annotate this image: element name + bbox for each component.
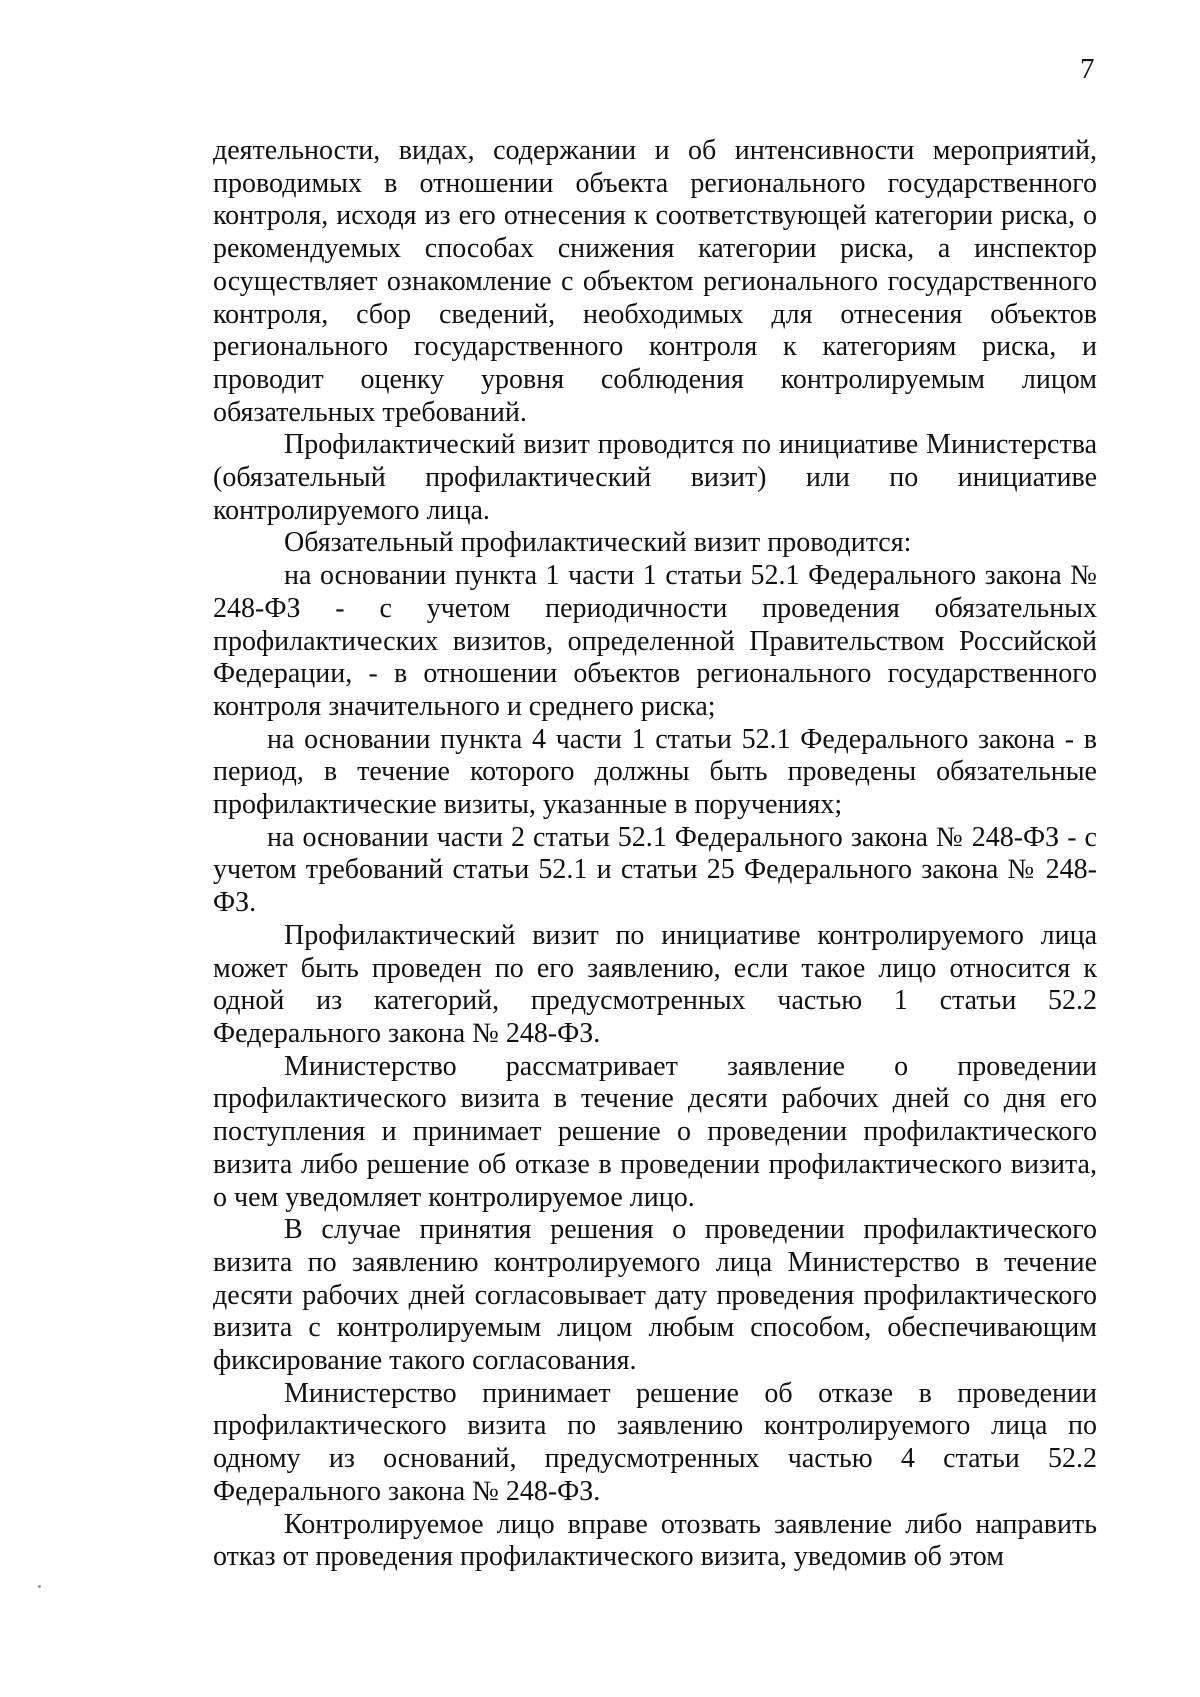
paragraph-visit-by-request: Профилактический визит по инициативе контролируемого лица может быть проведен по его заявлению, если такое лицо относится к одной из категорий, предусмотренных частью 1 статьи 52.2 Федерального закона № 248-ФЗ.: [213, 919, 1097, 1049]
document-body: [213, 135, 1097, 1574]
paragraph-basis-point-4: на основании пункта 4 части 1 статьи 52.1 Федерального закона - в период, в течение которого должны быть проведены обязательные профилактические визиты, указанные в поручениях;: [213, 723, 1097, 821]
paragraph-basis-part-2: на основании части 2 статьи 52.1 Федерального закона № 248-ФЗ - с учетом требований статьи 52.1 и статьи 25 Федерального закона № 248-ФЗ.: [213, 821, 1097, 919]
paragraph-visit-initiative: Профилактический визит проводится по инициативе Министерства (обязательный профилактический визит) или по инициативе контролируемого лица.: [213, 429, 1097, 526]
paragraph-mandatory-visit-intro: Обязательный профилактический визит проводится:: [284, 527, 912, 559]
paragraph-refusal-decision: Министерство принимает решение об отказе в проведении профилактического визита по заявлению контролируемого лица по одному из оснований, предусмотренных частью 4 статьи 52.2 Федерального закона № 248-ФЗ.: [213, 1377, 1097, 1507]
page-number: 7: [1080, 53, 1095, 85]
paragraph-continuation: деятельности, видах, содержании и об интенсивности мероприятий, проводимых в отношении объекта регионального государственного контроля, исходя из его отнесения к соответствующей категории риска, о рекомендуемых способах снижения категории риска, а инспектор осуществляет ознакомление с объектом регионального государственного контроля, сбор сведений, необходимых для отнесения объектов регионального государственного контроля к категориям риска, и проводит оценку уровня соблюдения контролируемым лицом обязательных требований.: [213, 135, 1097, 428]
paragraph-basis-point-1: на основании пункта 1 части 1 статьи 52.1 Федерального закона № 248-ФЗ - с учетом периодичности проведения обязательных профилактических визитов, определенной Правительством Российской Федерации, - в отношении объектов регионального государственного контроля значительного и среднего риска;: [213, 560, 1097, 722]
scan-dot: [38, 1585, 41, 1588]
paragraph-withdrawal: Контролируемое лицо вправе отозвать заявление либо направить отказ от проведения профилактического визита, уведомив об этом: [213, 1508, 1097, 1573]
paragraph-ministry-review: Министерство рассматривает заявление о проведении профилактического визита в течение десяти рабочих дней со дня его поступления и принимает решение о проведении профилактического визита либо решение об отказе в проведении профилактического визита, о чем уведомляет контролируемое лицо.: [213, 1050, 1097, 1213]
paragraph-date-agreement: В случае принятия решения о проведении профилактического визита по заявлению контролируемого лица Министерство в течение десяти рабочих дней согласовывает дату проведения профилактического визита с контролируемым лицом любым способом, обеспечивающим фиксирование такого согласования.: [213, 1214, 1097, 1377]
